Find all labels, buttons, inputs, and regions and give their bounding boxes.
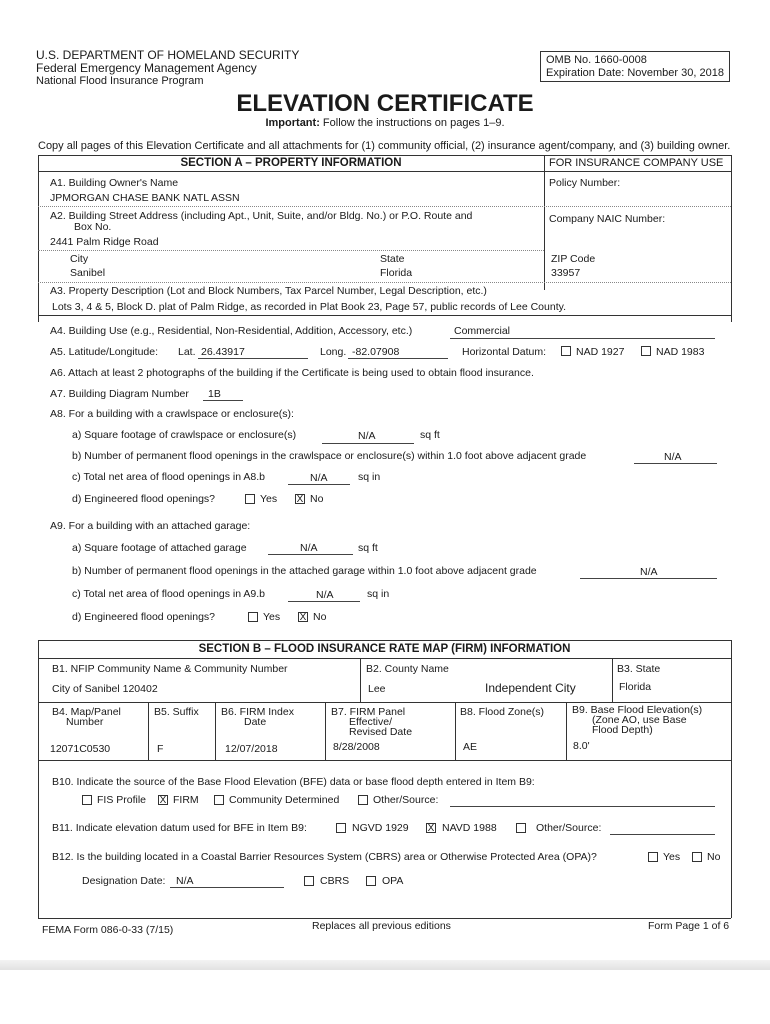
expiration-date: Expiration Date: November 30, 2018 bbox=[546, 67, 724, 79]
a9c-value[interactable]: N/A bbox=[316, 589, 334, 601]
b7-label-3: Revised Date bbox=[349, 726, 413, 738]
a9d-yes-checkbox[interactable] bbox=[248, 612, 258, 622]
section-b-title: SECTION B – FLOOD INSURANCE RATE MAP (FIRM) INFORMATION bbox=[198, 643, 571, 655]
lat-label: Lat. bbox=[178, 346, 196, 358]
ngvd-1929-label: NGVD 1929 bbox=[352, 822, 409, 834]
a4-value[interactable]: Commercial bbox=[454, 325, 511, 337]
firm-checkbox[interactable]: X bbox=[159, 795, 167, 806]
section-a-title: SECTION A – PROPERTY INFORMATION bbox=[180, 157, 402, 169]
b9-label: B9. Base Flood Elevation(s) bbox=[572, 704, 703, 716]
b3-label: B3. State bbox=[617, 663, 661, 675]
policy-number-label: Policy Number: bbox=[549, 177, 621, 189]
b11-label: B11. Indicate elevation datum used for BFE in Item B9: bbox=[52, 822, 307, 834]
b7-label: B7. FIRM Panel bbox=[331, 706, 406, 718]
zip-value[interactable]: 33957 bbox=[551, 267, 581, 279]
b12-label: B12. Is the building located in a Coastal Barrier Resources System (CBRS) area or Otherwise Protected Area (OPA)? bbox=[52, 851, 597, 863]
b9-label-3: Flood Depth) bbox=[592, 724, 653, 736]
b2-value[interactable]: Lee bbox=[368, 683, 386, 695]
b1-value[interactable]: City of Sanibel 120402 bbox=[52, 683, 158, 695]
b4-label: B4. Map/Panel bbox=[52, 706, 121, 718]
city-label: City bbox=[70, 253, 89, 265]
cbrs-label: CBRS bbox=[320, 875, 350, 887]
copy-note: Copy all pages of this Elevation Certificate and all attachments for (1) community official, (2) insurance agent/company, and (3) building owner. bbox=[38, 140, 731, 152]
form-number: FEMA Form 086-0-33 (7/15) bbox=[42, 924, 174, 936]
a1-value[interactable]: JPMORGAN CHASE BANK NATL ASSN bbox=[50, 192, 240, 204]
a9a-value[interactable]: N/A bbox=[300, 542, 318, 554]
agency-line-3: National Flood Insurance Program bbox=[36, 75, 204, 87]
designation-date-label: Designation Date: bbox=[82, 875, 166, 887]
a9d-no-label: No bbox=[313, 611, 327, 623]
nad1983-checkbox[interactable] bbox=[641, 346, 651, 356]
city-value[interactable]: Sanibel bbox=[70, 267, 106, 279]
a9-label: A9. For a building with an attached garage: bbox=[50, 520, 251, 532]
scan-edge bbox=[0, 960, 770, 970]
a8c-unit: sq in bbox=[358, 471, 381, 483]
other-datum-checkbox[interactable] bbox=[516, 823, 526, 833]
navd-1988-label: NAVD 1988 bbox=[442, 822, 497, 834]
zip-label: ZIP Code bbox=[551, 253, 596, 265]
a7-value[interactable]: 1B bbox=[208, 388, 221, 400]
a1-label: A1. Building Owner's Name bbox=[50, 177, 179, 189]
a6-text: A6. Attach at least 2 photographs of the building if the Certificate is being used to obtain flood insurance. bbox=[50, 367, 534, 379]
omb-box bbox=[540, 51, 730, 82]
a9c-label: c) Total net area of flood openings in A9.b bbox=[72, 588, 266, 600]
datum-label: Horizontal Datum: bbox=[462, 346, 547, 358]
b12-no-checkbox[interactable] bbox=[692, 852, 702, 862]
other-datum-label: Other/Source: bbox=[536, 822, 602, 834]
navd-1988-checkbox[interactable]: X bbox=[427, 823, 435, 834]
b8-value[interactable]: AE bbox=[463, 741, 478, 753]
long-value[interactable]: -82.07908 bbox=[352, 346, 400, 358]
state-value[interactable]: Florida bbox=[380, 267, 413, 279]
a8d-yes-label: Yes bbox=[260, 493, 278, 505]
a9d-no-checkbox[interactable]: X bbox=[299, 612, 307, 623]
a4-label: A4. Building Use (e.g., Residential, Non-Residential, Addition, Accessory, etc.) bbox=[50, 325, 413, 337]
a8a-value[interactable]: N/A bbox=[358, 430, 376, 442]
b12-yes-checkbox[interactable] bbox=[648, 852, 658, 862]
b3-value[interactable]: Florida bbox=[619, 681, 652, 693]
a9a-label: a) Square footage of attached garage bbox=[72, 542, 247, 554]
b8-label: B8. Flood Zone(s) bbox=[460, 706, 545, 718]
cbrs-checkbox[interactable] bbox=[304, 876, 314, 886]
firm-label: FIRM bbox=[173, 794, 199, 806]
opa-label: OPA bbox=[382, 875, 404, 887]
a3-value[interactable]: Lots 3, 4 & 5, Block D. plat of Palm Ridge, as recorded in Plat Book 23, Page 57, public records of Lee County. bbox=[52, 301, 567, 313]
b12-yes-label: Yes bbox=[663, 851, 681, 863]
page-number: Form Page 1 of 6 bbox=[648, 920, 730, 932]
designation-date-value[interactable]: N/A bbox=[176, 875, 194, 887]
a9a-unit: sq ft bbox=[358, 542, 378, 554]
a8d-no-checkbox[interactable]: X bbox=[296, 494, 304, 505]
omb-number: OMB No. 1660-0008 bbox=[546, 54, 647, 66]
a8d-yes-checkbox[interactable] bbox=[245, 494, 255, 504]
a8c-label: c) Total net area of flood openings in A8.b bbox=[72, 471, 266, 483]
community-determined-label: Community Determined bbox=[229, 794, 340, 806]
a9b-label: b) Number of permanent flood openings in the attached garage within 1.0 foot above adjacent grade bbox=[72, 565, 537, 577]
opa-checkbox[interactable] bbox=[366, 876, 376, 886]
naic-label: Company NAIC Number: bbox=[549, 213, 666, 225]
agency-header bbox=[36, 49, 299, 88]
a8d-no-label: No bbox=[310, 493, 324, 505]
a2-label: A2. Building Street Address (including Apt., Unit, Suite, and/or Bldg. No.) or P.O. Route and bbox=[50, 210, 473, 222]
agency-line-1: U.S. DEPARTMENT OF HOMELAND SECURITY bbox=[36, 48, 300, 62]
b9-label-2: (Zone AO, use Base bbox=[592, 714, 687, 726]
nad1927-checkbox[interactable] bbox=[561, 346, 571, 356]
state-label: State bbox=[380, 253, 405, 265]
b9-value[interactable]: 8.0' bbox=[573, 740, 590, 752]
a8-label: A8. For a building with a crawlspace or enclosure(s): bbox=[50, 408, 294, 420]
b4-value[interactable]: 12071C0530 bbox=[50, 743, 111, 755]
a5-label: A5. Latitude/Longitude: bbox=[50, 346, 159, 358]
a8a-label: a) Square footage of crawlspace or enclosure(s) bbox=[72, 429, 297, 441]
important-note bbox=[0, 117, 770, 129]
nad1927-label: NAD 1927 bbox=[576, 346, 625, 358]
b1-label: B1. NFIP Community Name & Community Number bbox=[52, 663, 288, 675]
replaces-note: Replaces all previous editions bbox=[312, 920, 451, 932]
b7-label-2: Effective/ bbox=[349, 716, 392, 728]
a7-label: A7. Building Diagram Number bbox=[50, 388, 189, 400]
a3-label: A3. Property Description (Lot and Block Numbers, Tax Parcel Number, Legal Description, etc.) bbox=[50, 285, 487, 297]
b6-label-2: Date bbox=[244, 716, 267, 728]
important-text: Follow the instructions on pages 1–9. bbox=[319, 117, 505, 129]
a2-label-box: Box No. bbox=[74, 221, 112, 233]
a9d-label: d) Engineered flood openings? bbox=[72, 611, 216, 623]
a2-value[interactable]: 2441 Palm Ridge Road bbox=[50, 236, 159, 248]
a8b-label: b) Number of permanent flood openings in the crawlspace or enclosure(s) within 1.0 foot above adjacent grade bbox=[72, 450, 587, 462]
a9c-unit: sq in bbox=[367, 588, 390, 600]
a8c-value[interactable]: N/A bbox=[310, 472, 328, 484]
a8a-unit: sq ft bbox=[420, 429, 440, 441]
b12-no-label: No bbox=[707, 851, 721, 863]
important-label: Important: bbox=[265, 117, 320, 129]
b5-label: B5. Suffix bbox=[154, 706, 199, 718]
ngvd-1929-checkbox[interactable] bbox=[336, 823, 346, 833]
other-source-label: Other/Source: bbox=[373, 794, 439, 806]
b7-value[interactable]: 8/28/2008 bbox=[333, 741, 380, 753]
nad1983-label: NAD 1983 bbox=[656, 346, 705, 358]
a8d-label: d) Engineered flood openings? bbox=[72, 493, 216, 505]
b4-label-2: Number bbox=[66, 716, 104, 728]
b5-value[interactable]: F bbox=[157, 743, 164, 755]
b6-label: B6. FIRM Index bbox=[221, 706, 294, 718]
lat-value[interactable]: 26.43917 bbox=[201, 346, 245, 358]
b10-label: B10. Indicate the source of the Base Flood Elevation (BFE) data or base flood depth entered in Item B9: bbox=[52, 776, 535, 788]
fis-profile-label: FIS Profile bbox=[97, 794, 147, 806]
insurance-use-title: FOR INSURANCE COMPANY USE bbox=[549, 157, 724, 169]
a8b-value[interactable]: N/A bbox=[664, 451, 682, 463]
page-title: ELEVATION CERTIFICATE bbox=[236, 90, 534, 117]
a9d-yes-label: Yes bbox=[263, 611, 281, 623]
b2-label: B2. County Name bbox=[366, 663, 449, 675]
agency-line-2: Federal Emergency Management Agency bbox=[36, 61, 257, 75]
b2-extra: Independent City bbox=[485, 681, 576, 695]
fis-profile-checkbox[interactable] bbox=[82, 795, 92, 805]
community-determined-checkbox[interactable] bbox=[214, 795, 224, 805]
a9b-value[interactable]: N/A bbox=[640, 566, 658, 578]
long-label: Long. bbox=[320, 346, 347, 358]
other-source-checkbox[interactable] bbox=[358, 795, 368, 805]
b6-value[interactable]: 12/07/2018 bbox=[225, 743, 278, 755]
